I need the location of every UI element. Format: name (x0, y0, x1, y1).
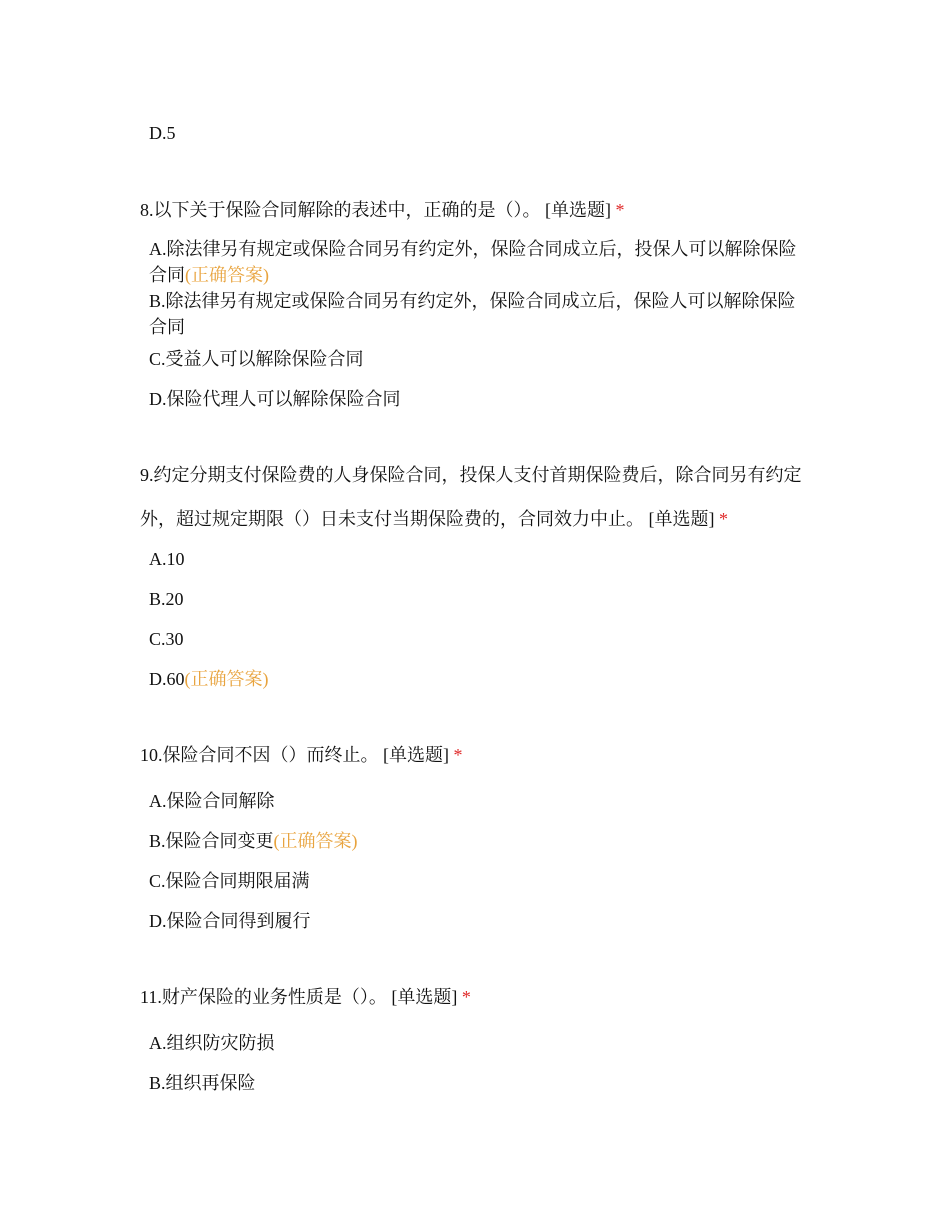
q8-option-c (149, 346, 809, 372)
correct-answer-mark: (正确答案) (273, 831, 358, 851)
q9-option-c (149, 626, 809, 652)
q8-option-b (149, 288, 809, 340)
q10-option-c (149, 868, 809, 894)
q11-option-a (149, 1030, 809, 1056)
option-text: D.5 (149, 123, 176, 143)
question-10 (140, 742, 812, 768)
option-prev-d (149, 120, 809, 146)
option-text: D.保险代理人可以解除保险合同 (149, 389, 401, 409)
option-text: A.10 (149, 549, 185, 569)
correct-answer-mark: (正确答案) (185, 265, 269, 285)
q10-option-b (149, 828, 809, 854)
correct-answer-mark: (正确答案) (184, 669, 269, 689)
option-text: B.除法律另有规定或保险合同另有约定外，保险合同成立后，保险人可以解除保险合同 (149, 291, 796, 337)
option-text: A.保险合同解除 (149, 791, 275, 811)
option-text: A.组织防灾防损 (149, 1033, 275, 1053)
q9-option-a (149, 546, 809, 572)
question-9 (140, 453, 812, 541)
q11-option-b (149, 1070, 809, 1096)
required-star: * (461, 987, 471, 1007)
required-star: * (719, 509, 728, 529)
required-star: * (453, 745, 463, 765)
q9-option-b (149, 586, 809, 612)
option-text: B.20 (149, 589, 184, 609)
q8-option-d (149, 386, 809, 412)
question-8 (140, 197, 812, 223)
q8-option-a (149, 236, 809, 288)
option-text: A.除法律另有规定或保险合同另有约定外，保险合同成立后，投保人可以解除保险合同 (149, 239, 797, 285)
q10-option-d (149, 908, 809, 934)
question-text: 10.保险合同不因（）而终止。 (140, 745, 379, 765)
option-text: B.保险合同变更 (149, 831, 274, 851)
question-text: 11.财产保险的业务性质是（）。 (140, 987, 387, 1007)
question-text: 9.约定分期支付保险费的人身保险合同，投保人支付首期保险费后，除合同另有约定外，超过规定期限（）日未支付当期保险费的，合同效力中止。 (140, 465, 802, 529)
q10-option-a (149, 788, 809, 814)
option-text: B.组织再保险 (149, 1073, 256, 1093)
question-type-tag: [单选题] (391, 987, 458, 1007)
required-star: * (615, 200, 625, 220)
question-type-tag: [单选题] (648, 509, 715, 529)
option-text: C.受益人可以解除保险合同 (149, 349, 364, 369)
option-text: D.保险合同得到履行 (149, 911, 311, 931)
option-text: C.保险合同期限届满 (149, 871, 310, 891)
option-text: D.60 (149, 669, 185, 689)
question-type-tag: [单选题] (383, 745, 449, 765)
question-type-tag: [单选题] (545, 200, 611, 220)
q9-option-d (149, 666, 809, 692)
question-text: 8.以下关于保险合同解除的表述中，正确的是（）。 (140, 200, 541, 220)
question-11 (140, 984, 812, 1010)
option-text: C.30 (149, 629, 184, 649)
